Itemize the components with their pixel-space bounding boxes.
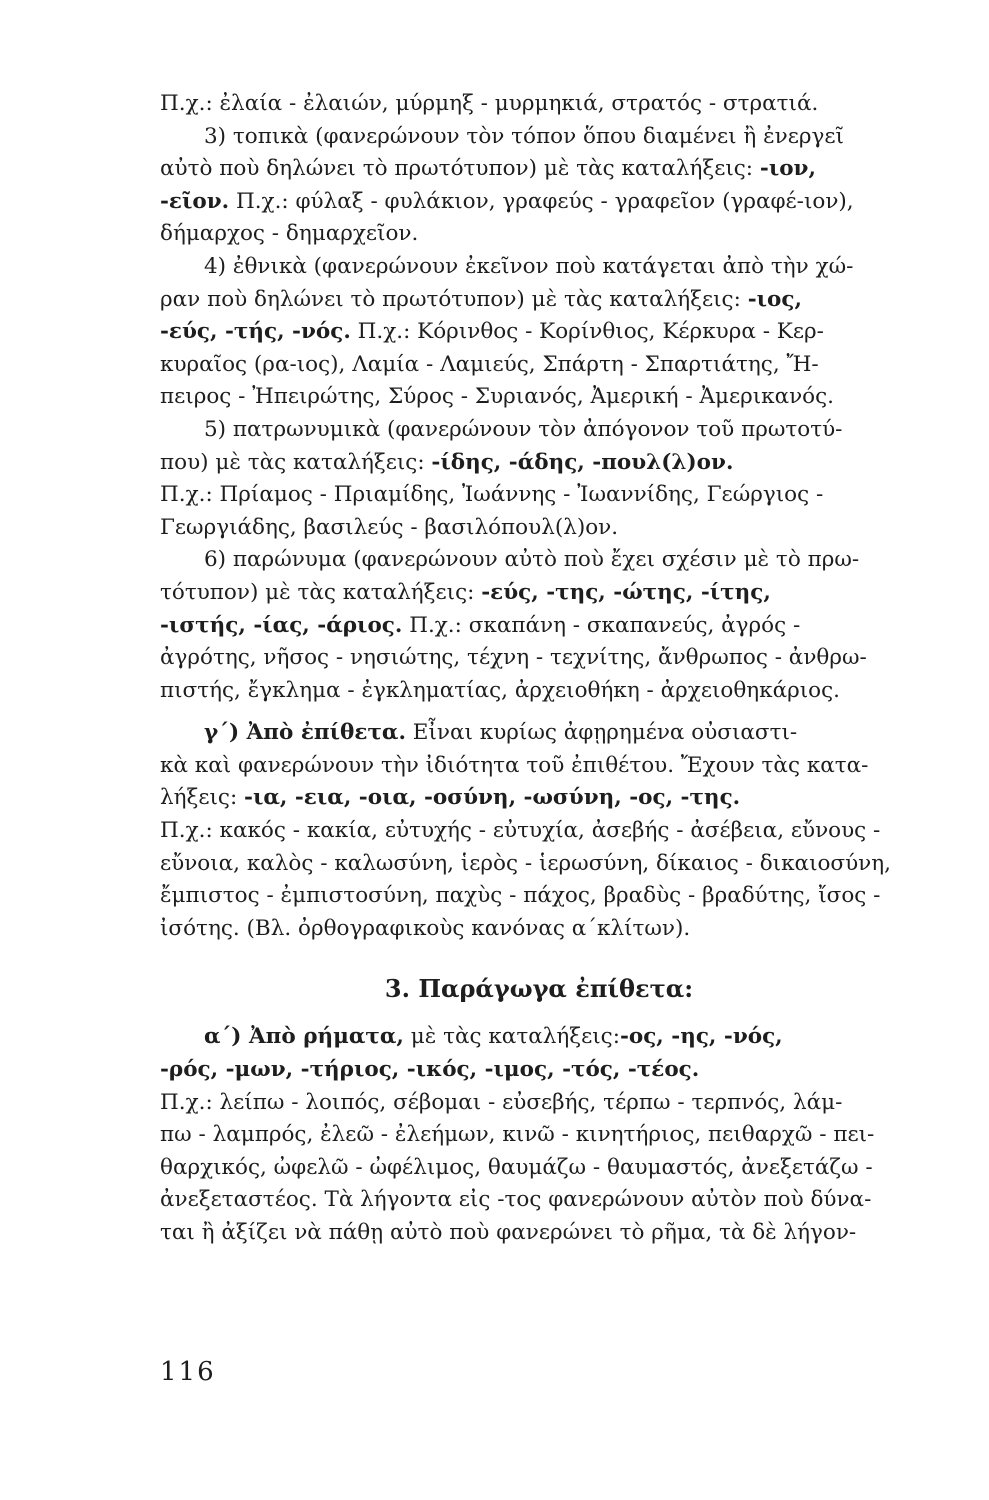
text-line [160,544,918,577]
text-line [160,512,918,545]
line-text: δήμαρχος - δημαρχεῖον. [160,221,419,247]
text-line [160,913,918,946]
line-text: λήξεις: [160,785,245,811]
line-text: 4) ἐθνικὰ (φανερώνουν ἐκεῖνον ποὺ κατάγεται ἀπὸ τὴν χώ- [204,253,854,279]
suffix-list: -εύς, -της, -ώτης, -ίτης, [481,579,771,605]
line-text: ἀγρότης, νῆσος - νησιώτης, τέχνη - τεχνίτης, ἄνθρωπος - ἀνθρω- [160,645,867,671]
line-text: θαρχικός, ὠφελῶ - ὠφέλιμος, θαυμάζω - θαυμαστός, ἀνεξετάζω - [160,1154,873,1180]
line-text: πιστής, ἔγκλημα - ἐγκληματίας, ἀρχειοθήκη - ἀρχειοθηκάριος. [160,677,841,703]
suffix-list: -ίδης, -άδης, -πουλ(λ)ον. [431,449,734,475]
line-text: κὰ καὶ φανερώνουν τὴν ἰδιότητα τοῦ ἐπιθέτου. Ἔχουν τὰς κατα- [160,752,869,778]
line-text: Εἶναι κυρίως ἀφῃρημένα οὐσιαστι- [405,720,798,746]
text-line [160,815,918,848]
line-text: 5) πατρωνυμικὰ (φανερώνουν τὸν ἀπόγονον τοῦ πρωτοτύ- [204,416,843,442]
line-text: κυραῖος (ρα-ιος), Λαμία - Λαμιεύς, Σπάρτη - Σπαρτιάτης, Ἤ- [160,351,819,377]
subsection-title: α΄) Ἀπὸ ρήματα, [204,1024,404,1050]
text-line [160,880,918,913]
text-line [160,251,918,284]
section-heading: 3. Παράγωγα ἐπίθετα: [384,974,694,1004]
suffix-list: -ια, -εια, -οια, -οσύνη, -ωσύνη, -ος, -της. [244,785,741,811]
line-text: που) μὲ τὰς καταλήξεις: [160,449,432,475]
suffix-list: -ος, -ης, -νός, [619,1024,783,1050]
text-line [160,610,918,643]
text-line [160,642,918,675]
line-text: Π.χ.: ἐλαία - ἐλαιών, μύρμηξ - μυρμηκιά, στρατός - στρατιά. [160,91,819,116]
text-line [160,717,918,750]
line-text: Π.χ.: σκαπάνη - σκαπανεύς, ἀγρός - [402,612,801,638]
text-line [160,1152,918,1185]
suffix-list: -ρός, -μων, -τήριος, -ικός, -ιμος, -τός, -τέος. [160,1057,700,1083]
text-line [160,88,918,121]
line-text: ἔμπιστος - ἐμπιστοσύνη, παχὺς - πάχος, βραδὺς - βραδύτης, ἴσος - [160,883,881,909]
text-line [160,349,918,382]
line-text: Π.χ.: κακός - κακία, εὐτυχής - εὐτυχία, ἀσεβής - ἀσέβεια, εὔνους - [160,818,881,844]
line-text: Π.χ.: φύλαξ - φυλάκιον, γραφεύς - γραφεῖον (γραφέ-ιον), [229,188,854,214]
text-line [160,1119,918,1152]
text-line [160,153,918,186]
line-text: πω - λαμπρός, ἐλεῶ - ἐλεήμων, κινῶ - κινητήριος, πειθαρχῶ - πει- [160,1122,875,1148]
line-text: Γεωργιάδης, βασιλεύς - βασιλόπουλ(λ)ον. [160,514,619,540]
suffix-list: -ιος, [747,286,802,312]
text-line [160,750,918,783]
text-line [160,782,918,815]
text-line [160,1021,918,1054]
suffix-list: -ιστής, -ίας, -άριος. [160,612,403,638]
text-line [160,447,918,480]
text-line [160,1217,918,1250]
line-text: Π.χ.: Κόρινθος - Κορίνθιος, Κέρκυρα - Κερ- [350,319,824,345]
line-text: ται ἢ ἀξίζει νὰ πάθῃ αὐτὸ ποὺ φανερώνει τὸ ρῆμα, τὰ δὲ λήγον- [160,1220,857,1245]
line-text: εὔνοια, καλὸς - καλωσύνη, ἱερὸς - ἱερωσύνη, δίκαιος - δικαιοσύνη, [160,850,891,876]
line-text: μὲ τὰς καταλήξεις: [403,1024,620,1050]
text-line [160,848,918,881]
text-line [160,218,918,251]
text-line [160,316,918,349]
text-line [160,1087,918,1120]
text-line [160,675,918,708]
line-text: ἀνεξεταστέος. Τὰ λήγοντα εἰς -τος φανερώνουν αὐτὸν ποὺ δύνα- [160,1187,872,1213]
line-text: ραν ποὺ δηλώνει τὸ πρωτότυπον) μὲ τὰς καταλήξεις: [160,286,748,312]
spacer [160,945,918,967]
suffix-list: -εῖον. [160,188,230,214]
page-number: 116 [160,1357,216,1387]
page-body [160,88,918,1250]
line-text: 6) παρώνυμα (φανερώνουν αὐτὸ ποὺ ἔχει σχέσιν μὲ τὸ πρω- [204,547,860,573]
text-line [160,414,918,447]
line-text: ἰσότης. (Βλ. ὀρθογραφικοὺς κανόνας α΄κλίτων). [160,915,691,941]
spacer [160,707,918,717]
suffix-list: -ιον, [759,156,816,182]
text-line [160,1054,918,1087]
line-text: Π.χ.: λείπω - λοιπός, σέβομαι - εὐσεβής, τέρπω - τερπνός, λάμ- [160,1089,843,1115]
line-text: τότυπον) μὲ τὰς καταλήξεις: [160,579,482,605]
text-line [160,284,918,317]
paragraph-nouns [160,88,918,707]
text-line [160,186,918,219]
text-line [160,577,918,610]
text-line [160,381,918,414]
paragraph-from-adjectives [160,717,918,945]
spacer [160,1011,918,1021]
line-text: 3) τοπικὰ (φανερώνουν τὸν τόπον ὅπου διαμένει ἢ ἐνεργεῖ [204,123,844,149]
subsection-title: γ΄) Ἀπὸ ἐπίθετα. [204,720,406,746]
text-line [160,479,918,512]
line-text: Π.χ.: Πρίαμος - Πριαμίδης, Ἰωάννης - Ἰωαννίδης, Γεώργιος - [160,482,824,508]
suffix-list: -εύς, -τής, -νός. [160,319,351,345]
text-line [160,121,918,154]
text-line [160,1184,918,1217]
line-text: πειρος - Ἠπειρώτης, Σύρος - Συριανός, Ἀμερική - Ἀμερικανός. [160,384,834,410]
paragraph-from-verbs [160,1021,918,1249]
line-text: αὐτὸ ποὺ δηλώνει τὸ πρωτότυπον) μὲ τὰς καταλήξεις: [160,156,760,182]
